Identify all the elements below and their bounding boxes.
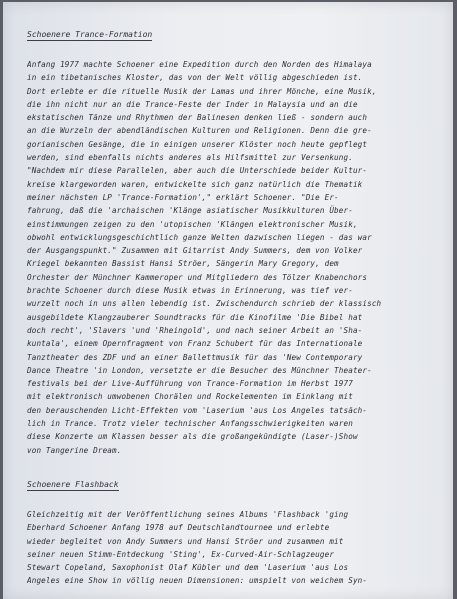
text-line: in ein tibetanisches Kloster, das von der Welt völlig abgeschieden ist. — [27, 73, 363, 83]
text-line: obwohl entwicklungsgeschichtlich ganze Welten dazwischen liegen - das war — [27, 232, 372, 242]
text-line: Gleichzeitig mit der Veröffentlichung seines Albums 'Flashback 'ging — [27, 510, 349, 519]
text-line: lich in Trance. Trotz vieler technischer Anfangsschwierigkeiten waren — [27, 419, 353, 429]
text-line: Dance Theatre 'in London, versetzte er die Besucher des Münchner Theater- — [27, 365, 372, 375]
text-line: wurzelt noch in uns allen lebendig ist. Zwischendurch schrieb der klassisch — [27, 299, 382, 309]
text-line: Orchester der Münchner Kammeroper und Mitgliedern des Tölzer Knabenchors — [27, 272, 368, 282]
section-heading-flashback: Schoenere Flashback — [27, 480, 119, 489]
text-line: gorianischen Gesänge, die in einigen unserer Klöster noch heute gepflegt — [27, 139, 368, 149]
text-line: doch recht', 'Slavers 'und 'Rheingold', und nach seiner Arbeit an 'Sha- — [27, 325, 363, 335]
text-line: fahrung, daß die 'archaischen 'Klänge asiatischer Musikkulturen Über- — [27, 206, 353, 216]
text-line: diese Konzerte um Klassen besser als die großangekündigte (Laser-)Show — [27, 432, 358, 442]
text-line: kuntala', einem Opernfragment von Franz Schubert für das Internationale — [27, 339, 363, 349]
text-line: Angeles eine Show in völlig neuen Dimensionen: umspielt von weichem Syn- — [27, 576, 368, 586]
text-line: ekstatischen Tänze und Rhythmen der Balinesen denken ließ - sondern auch — [27, 113, 368, 123]
text-line: Dort erlebte er die rituelle Musik der Lamas und ihrer Mönche, eine Musik, — [27, 86, 377, 96]
text-line: festivals bei der Live-Aufführung von Trance-Formation im Herbst 1977 — [27, 379, 353, 389]
section-heading-trance-formation: Schoenere Trance-Formation — [27, 30, 153, 39]
paragraph-flashback — [27, 508, 447, 588]
paragraph-trance-formation — [27, 58, 447, 457]
typewritten-page — [3, 2, 453, 599]
text-line: "Nachdem mir diese Parallelen, aber auch die Unterschiede beider Kultur- — [27, 166, 368, 176]
text-line: Stewart Copeland, Saxophonist Olaf Kübler und dem 'Laserium 'aus Los — [27, 563, 349, 573]
text-line: Kriegel bekannten Bassist Hansi Ströer, Sängerin Mary Gregory, dem — [27, 259, 339, 269]
text-line: kreise klargeworden waren, entwickelte sich ganz natürlich die Thematik — [27, 179, 363, 189]
text-line: wieder begleitet von Andy Summers und Hansi Ströer und zusammen mit — [27, 536, 344, 546]
text-line: brachte Schoener durch diese Musik etwas in Erinnerung, was tief ver- — [27, 286, 353, 296]
text-line: mit elektronisch umwobenen Chorälen und Rockelementen im Einklang mit — [27, 392, 353, 402]
text-line: einstimmungen zeigen zu den 'utopischen 'Klängen elektronischer Musik, — [27, 219, 358, 229]
text-line: meiner nächsten LP 'Trance-Formation'," erklärt Schoener. "Die Er- — [27, 192, 339, 202]
text-line: ausgebildete Klangzauberer Soundtracks für die Kinofilme 'Die Bibel hat — [27, 312, 363, 322]
text-line: von Tangerine Dream. — [27, 445, 122, 455]
text-line: seiner neuen Stimm-Entdeckung 'Sting', Ex-Curved-Air-Schlagzeuger — [27, 549, 335, 559]
text-line: werden, sind ebenfalls nichts anderes als Hilfsmittel zur Versenkung. — [27, 153, 353, 163]
text-line: Eberhard Schoener Anfang 1978 auf Deutschlandtournee und erlebte — [27, 523, 330, 533]
text-line: die ihn nicht nur an die Trance-Feste der Inder in Malaysia und an die — [27, 99, 358, 109]
text-line: der Ausgangspunkt." Zusammen mit Gitarrist Andy Summers, dem von Volker — [27, 246, 363, 256]
text-line: Tanztheater des ZDF und an einer Ballettmusik für das 'New Contemporary — [27, 352, 363, 362]
text-line: Anfang 1977 machte Schoener eine Expedition durch den Norden des Himalaya — [27, 60, 372, 69]
text-line: an die Wurzeln der abendländischen Kulturen und Religionen. Denn die gre- — [27, 126, 372, 136]
text-line: den berauschenden Licht-Effekten vom 'Laserium 'aus Los Angeles tatsäch- — [27, 405, 368, 415]
